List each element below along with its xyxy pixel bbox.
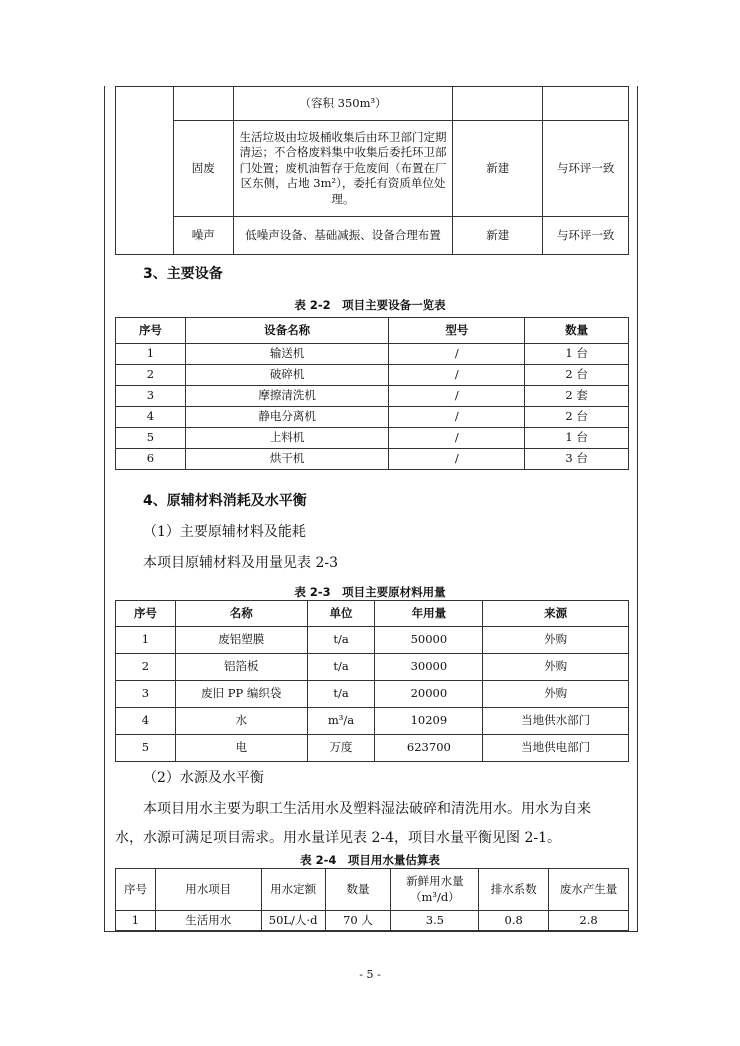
table-header-row: 序号 名称 单位 年用量 来源 (116, 601, 629, 627)
water-paragraph-line-1: 本项目用水主要为职工生活用水及塑料湿法破碎和清洗用水。用水为自来 (143, 801, 591, 817)
merged-category-cell (116, 87, 174, 255)
equipment-table (115, 317, 629, 470)
table-row: 5 电 万度 623700 当地供电部门 (116, 735, 629, 762)
table-row: 4 静电分离机 / 2 台 (116, 407, 629, 428)
table-header-row: 序号 设备名称 型号 数量 (116, 318, 629, 344)
table-row: 5 上料机 / 1 台 (116, 428, 629, 449)
water-paragraph-line-2: 水，水源可满足项目需求。用水量详见表 2-4，项目水量平衡见图 2-1。 (115, 830, 561, 846)
materials-intro-paragraph: 本项目原辅材料及用量见表 2-3 (143, 555, 338, 571)
water-usage-table (115, 868, 629, 931)
table-2-4-caption: 表 2-4 项目用水量估算表 (300, 853, 440, 867)
table-row: 2 破碎机 / 2 台 (116, 365, 629, 386)
table-row: 6 烘干机 / 3 台 (116, 449, 629, 470)
section-4-heading: 4、原辅材料消耗及水平衡 (143, 493, 307, 509)
table-row: 固废 生活垃圾由垃圾桶收集后由环卫部门定期清运；不合格废料集中收集后委托环卫部门处置；废机油暂存于危废间（布置在厂区东侧，占地 3m²），委托有资质单位处理。 新建 与环评一致 (116, 121, 629, 217)
table-row: （容积 350m³） (116, 87, 629, 121)
table-row: 2 铝箔板 t/a 30000 外购 (116, 654, 629, 681)
subsection-2-heading: （2）水源及水平衡 (143, 770, 264, 786)
table-row: 4 水 m³/a 10209 当地供水部门 (116, 708, 629, 735)
table-2-2-caption: 表 2-2 项目主要设备一览表 (294, 298, 446, 312)
table-row: 1 生活用水 50L/人·d 70 人 3.5 0.8 2.8 (116, 911, 629, 931)
table-row: 噪声 低噪声设备、基础减振、设备合理布置 新建 与环评一致 (116, 217, 629, 255)
materials-table (115, 600, 629, 762)
table-header-row: 序号 用水项目 用水定额 数量 新鲜用水量（m³/d） 排水系数 废水产生量 (116, 869, 629, 911)
table-2-3-caption: 表 2-3 项目主要原材料用量 (294, 585, 446, 599)
table-row: 3 废旧 PP 编织袋 t/a 20000 外购 (116, 681, 629, 708)
section-3-heading: 3、主要设备 (143, 266, 223, 282)
table-row: 3 摩擦清洗机 / 2 套 (116, 386, 629, 407)
subsection-1-heading: （1）主要原辅材料及能耗 (143, 524, 306, 540)
environmental-measures-table (115, 86, 629, 255)
table-row: 1 输送机 / 1 台 (116, 344, 629, 365)
page-number: - 5 - (359, 968, 381, 981)
table-row: 1 废铝塑膜 t/a 50000 外购 (116, 627, 629, 654)
